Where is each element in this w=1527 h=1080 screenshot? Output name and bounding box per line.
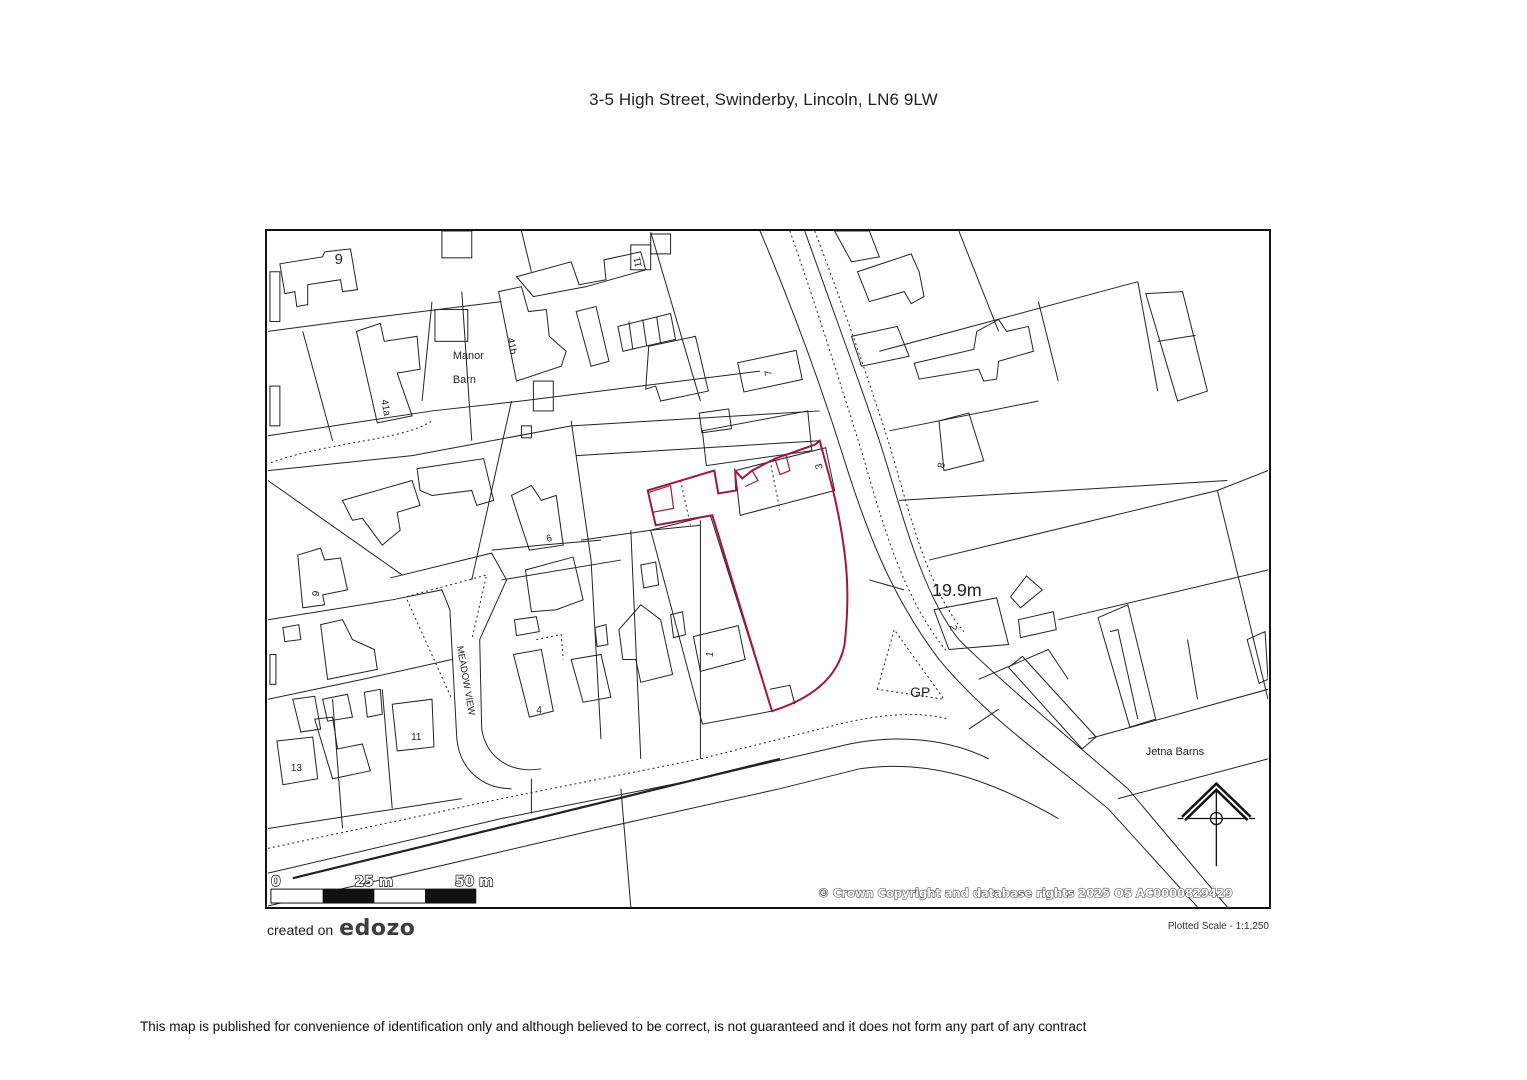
house-number-1: 1: [704, 650, 717, 658]
edozo-logo: edozo: [339, 916, 416, 941]
label-spot-height: 19.9m: [932, 579, 982, 600]
north-arrow-icon: [1178, 787, 1256, 867]
plot-boundaries: [268, 231, 1268, 907]
page-title: 3-5 High Street, Swinderby, Lincoln, LN6 9LW: [589, 90, 938, 109]
house-number-41b: 41b: [504, 336, 519, 356]
scale-label-25: 25 m: [354, 874, 394, 891]
house-number-9-left: 9: [310, 589, 323, 598]
house-number-11: 11: [411, 731, 422, 743]
disclaimer: This map is published for convenience of identification only and although believed to be correct, is not guaranteed and it does not form any part of any contract: [140, 1019, 1087, 1034]
label-jetna-barns: Jetna Barns: [1145, 745, 1205, 758]
label-gp: GP: [910, 684, 931, 701]
created-on-label: created on: [267, 922, 334, 938]
house-number-8: 8: [936, 461, 948, 470]
house-number-11-top: 11: [632, 256, 645, 269]
copyright-notice: © Crown Copyright and database rights 2025 OS AC0000829429: [817, 886, 1233, 901]
map-frame[interactable]: [265, 229, 1271, 909]
scale-label-50: 50 m: [454, 874, 494, 891]
label-barn: Barn: [452, 374, 476, 387]
house-number-13: 13: [290, 762, 302, 774]
created-on-credit: [267, 916, 415, 941]
house-number-7: 7: [763, 369, 775, 377]
house-number-3: 3: [813, 462, 826, 470]
house-number-9-top: 9: [334, 251, 343, 268]
plotted-scale: Plotted Scale - 1:1,250: [1167, 921, 1269, 932]
house-number-41a: 41a: [378, 398, 393, 417]
label-manor: Manor: [452, 350, 484, 363]
subject-site-boundary[interactable]: [648, 441, 848, 711]
scale-bar: [271, 874, 494, 903]
scale-label-0: 0: [270, 874, 281, 891]
house-number-6: 6: [545, 532, 554, 546]
house-number-4: 4: [536, 705, 542, 717]
site-plan-map[interactable]: [267, 231, 1269, 907]
label-meadow-view: MEADOW VIEW: [453, 645, 477, 717]
house-number-2: 2: [946, 624, 959, 632]
